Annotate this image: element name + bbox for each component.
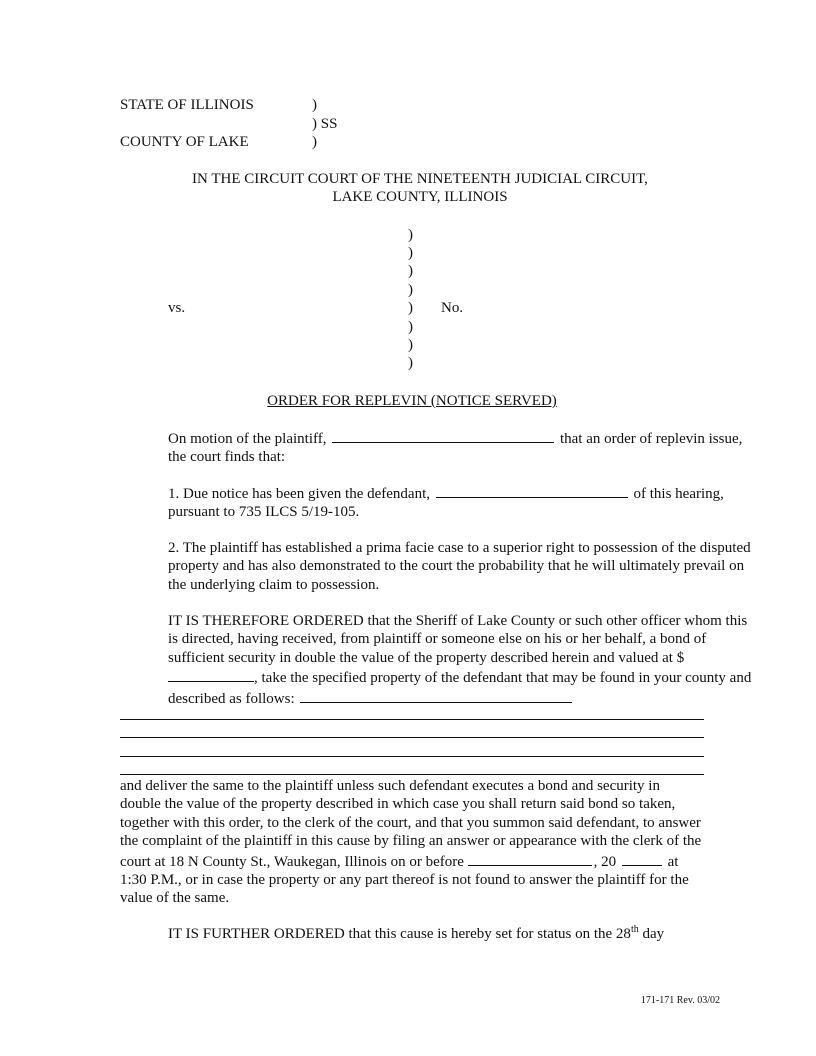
appearance-date-field[interactable]: [468, 851, 592, 866]
party-paren: ): [408, 300, 413, 316]
notice-text-b: of this hearing, pursuant to 735 ILCS 5/19-105.: [168, 486, 724, 521]
prima-facie-paragraph: 2. The plaintiff has established a prima facie case to a superior right to possession of the disputed property and has also demonstrated to the court the probability that he will ultimately prevail on the underlying claim to possession.: [168, 540, 751, 593]
therefore-ordered-paragraph: [120, 612, 752, 708]
notice-text-a: 1. Due notice has been given the defendant,: [168, 486, 430, 502]
motion-text-a: On motion of the plaintiff,: [168, 431, 327, 447]
party-paren: ): [408, 263, 413, 279]
further-text-a: IT IS FURTHER ORDERED that this cause is hereby set for status on the 28: [168, 926, 631, 942]
description-line[interactable]: [120, 719, 704, 720]
deliver-text-a: and deliver the same to the plaintiff unless such defendant executes a bond and security in double the value of the property described in which case you shall return said bond so taken, together with this order, to the clerk of the court, and that you summon said defendant, to answer the complaint of the plaintiff in this cause by filing an answer or appearance with the clerk of the court at 18 N County St., Waukegan, Illinois on or before: [120, 778, 702, 870]
order-title: ORDER FOR REPLEVIN (NOTICE SERVED): [267, 393, 557, 409]
deliver-text-c: at 1:30 P.M., or in case the property or any part thereof is not found to answer the plaintiff for the value of the same.: [120, 853, 689, 907]
notice-paragraph: [120, 483, 752, 522]
deliver-text-b: , 20: [593, 853, 617, 870]
versus-label: vs.: [168, 300, 186, 316]
form-revision: 171-171 Rev. 03/02: [640, 995, 720, 1006]
further-ordered-paragraph: [120, 925, 752, 943]
description-line[interactable]: [120, 756, 704, 757]
county-caption: COUNTY OF LAKE: [120, 134, 249, 150]
caption-paren: ): [312, 97, 317, 113]
state-caption: STATE OF ILLINOIS: [120, 97, 254, 113]
description-line[interactable]: [120, 774, 704, 775]
ordered-text-a: IT IS THEREFORE ORDERED that the Sheriff of Lake County or such other officer whom this is directed, having received, from plaintiff or someone else on his or her behalf, a bond of sufficient security in double the value of the property described herein and valued at $: [168, 613, 748, 666]
further-text-b: day: [642, 926, 665, 942]
appearance-year-field[interactable]: [622, 851, 662, 866]
motion-paragraph: [120, 428, 752, 467]
ordinal-suffix: th: [630, 924, 639, 935]
party-paren: ): [408, 282, 413, 298]
party-paren: ): [408, 319, 413, 335]
party-paren: ): [408, 337, 413, 353]
court-heading-line2: LAKE COUNTY, ILLINOIS: [332, 189, 508, 205]
party-paren: ): [408, 355, 413, 371]
party-paren: ): [408, 245, 413, 261]
description-line[interactable]: [120, 737, 704, 738]
property-description-field[interactable]: [300, 688, 572, 703]
caption-ss: ) SS: [312, 116, 338, 132]
defendant-name-field[interactable]: [436, 483, 628, 498]
ordered-text-b: , take the specified property of the defendant that may be found in your county and described as follows:: [168, 670, 752, 707]
deliver-paragraph: [120, 777, 704, 908]
court-heading-line1: IN THE CIRCUIT COURT OF THE NINETEENTH JUDICIAL CIRCUIT,: [192, 171, 648, 187]
caption-paren: ): [312, 134, 317, 150]
property-value-field[interactable]: [168, 667, 254, 682]
party-paren: ): [408, 227, 413, 243]
case-number-label: No.: [441, 300, 464, 316]
motion-text-b: that an order of replevin issue, the court finds that:: [168, 431, 743, 466]
plaintiff-name-field[interactable]: [332, 428, 554, 443]
